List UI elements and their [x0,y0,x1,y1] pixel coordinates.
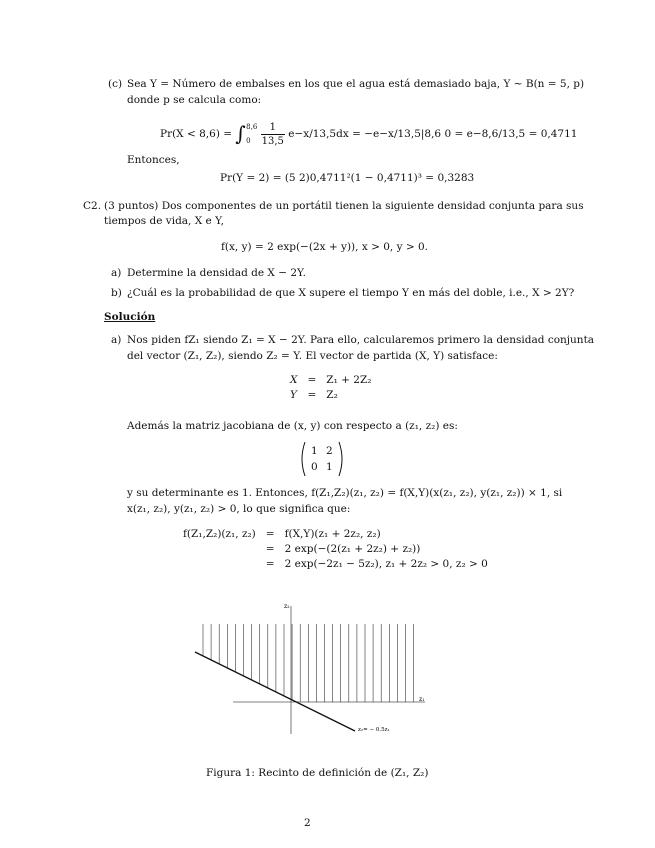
system-eq: = [307,374,317,386]
part-c-line1: Sea Y = Número de embalses en los que el agua está demasiado baja, Y ∼ B(n = 5, p) [127,78,585,90]
boundary-line [195,652,355,731]
eq1-fraction [261,121,285,148]
eq1-right: e−x/13,5dx = −e−x/13,5|8,6 0 = e−8,6/13,5 = 0,4711 [288,128,578,140]
item-b-text: ¿Cuál es la probabilidad de que X supere el tiempo Y en más del doble, i.e., X > 2Y? [127,287,575,299]
integral-upper: 8,6 [246,123,258,131]
sol-a-label: a) [111,334,122,346]
part-c-line2: donde p se calcula como: [127,94,262,106]
matrix-entry: 2 [326,445,333,457]
eq1-frac-den: 13,5 [261,135,284,147]
derivation-lhs: f(Z₁,Z₂)(z₁, z₂) [183,528,256,540]
system-rhs: Z₁ + 2Z₂ [326,374,372,386]
hatch-lines [203,624,414,702]
system-row [285,388,376,403]
part-c-label: (c) [108,78,123,90]
derivation-rhs: 2 exp(−2z₁ − 5z₂), z₁ + 2z₂ > 0, z₂ > 0 [284,558,488,570]
c2-line2: tiempos de vida, X e Y, [104,215,225,227]
c2-line1: (3 puntos) Dos componentes de un portátil tienen la siguiente densidad conjunta para sus [104,200,584,212]
matrix-entry: 0 [311,461,318,473]
item-a-text: Determine la densidad de X − 2Y. [127,267,306,279]
system-lhs: Y [290,389,297,401]
eq1-left: Pr(X < 8,6) = [160,128,236,140]
derivation-row [178,557,493,572]
matrix-entry: 1 [311,445,318,457]
integral-limits [246,120,257,148]
equation-pr-y: Pr(Y = 2) = (5 2)0,4711²(1 − 0,4711)³ = 0,3283 [220,172,475,184]
item-b-label: b) [111,287,122,299]
solution-heading: Solución [104,311,156,323]
system-lhs: X [290,374,298,386]
derivation-row [178,527,493,542]
boundary-line-label: z₂= − 0.5z₁ [358,727,390,733]
item-a-label: a) [111,267,122,279]
derivation-eq: = [265,543,275,555]
c2-label: C2. [83,200,102,212]
determinant-line2: x(z₁, z₂), y(z₁, z₂) > 0, lo que significa que: [127,503,351,515]
derivation-rhs: 2 exp(−(2(z₁ + 2z₂) + z₂)) [284,543,421,555]
integral-sign: ∫ [235,121,246,146]
jacobian-matrix [298,440,346,478]
jacobian-text: Además la matriz jacobiana de (x, y) con respecto a (z₁, z₂) es: [127,420,458,432]
system-row [285,373,376,388]
system-eq: = [307,389,317,401]
sol-a-line2: del vector (Z₁, Z₂), siendo Z₂ = Y. El vector de partida (X, Y) satisface: [127,350,498,362]
derivation-eq: = [265,528,275,540]
integral-lower: 0 [246,137,251,145]
matrix-entry: 1 [326,461,333,473]
region-figure [185,598,445,748]
system-rhs: Z₂ [326,389,338,401]
y-axis-label: z₂ [284,603,290,610]
density-equation: f(x, y) = 2 exp(−(2x + y)), x > 0, y > 0. [221,241,428,253]
derivation-row [178,542,493,557]
sol-a-line1: Nos piden fZ₁ siendo Z₁ = X − 2Y. Para ello, calcularemos primero la densidad conjunta [127,334,595,346]
equation-pr-x [160,120,577,150]
page-number: 2 [304,817,311,829]
matrix-parentheses [298,440,346,478]
figure-caption: Figura 1: Recinto de definición de (Z₁, Z₂) [206,767,429,779]
joint-density-derivation [178,527,493,572]
change-of-variables-system [285,373,376,403]
entonces-text: Entonces, [127,154,180,166]
determinant-line1: y su determinante es 1. Entonces, f(Z₁,Z₂)(z₁, z₂) = f(X,Y)(x(z₁, z₂), y(z₁, z₂)) × 1, si [127,487,563,499]
derivation-eq: = [265,558,275,570]
x-axis-label: z₁ [419,696,425,703]
derivation-rhs: f(X,Y)(z₁ + 2z₂, z₂) [284,528,381,540]
eq1-frac-num: 1 [261,121,285,135]
